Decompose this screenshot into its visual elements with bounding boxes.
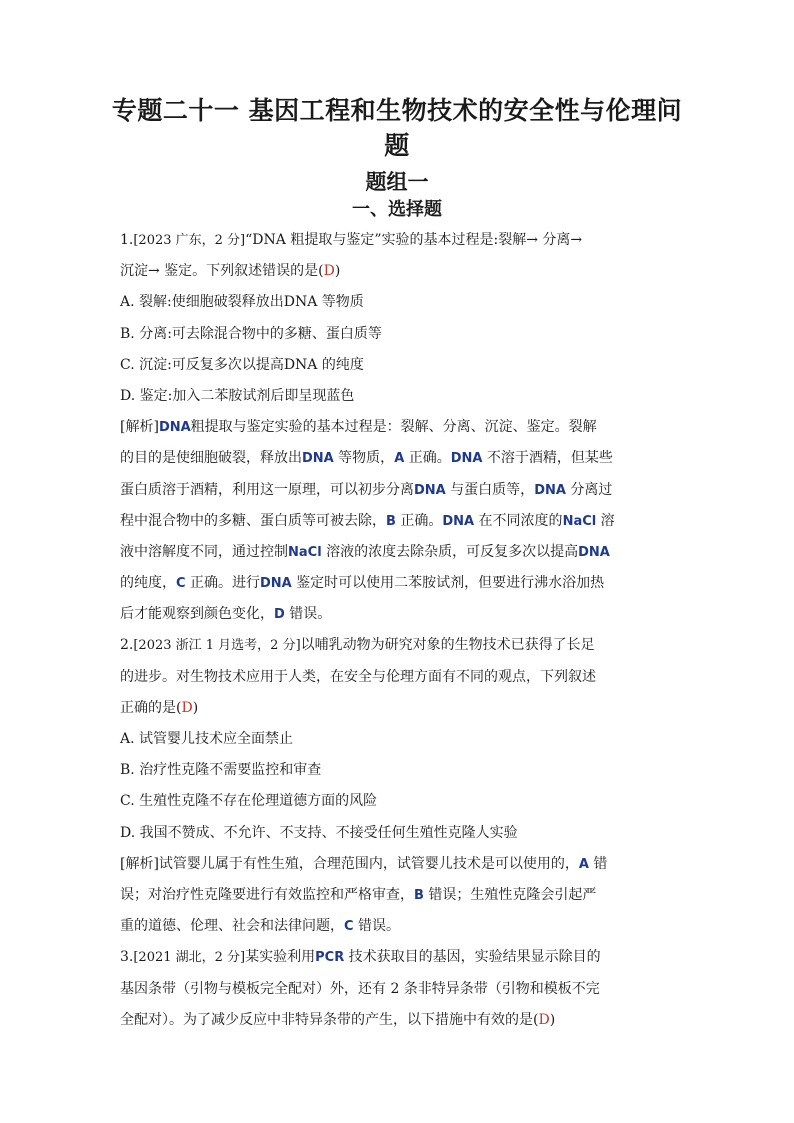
question-3-stem-line-3 bbox=[120, 1005, 676, 1036]
question-3-stem-line-1 bbox=[120, 942, 676, 973]
question-stem: ) bbox=[549, 1011, 556, 1028]
term: DNA bbox=[578, 544, 610, 560]
question-stem: 全配对）。为了减少反应中非特异条带的产生，以下措施中有效的是( bbox=[120, 1011, 539, 1028]
question-2-stem-line-3 bbox=[120, 693, 676, 724]
explanation-text: 程中混合物中的多糖、蛋白质等可被去除， bbox=[120, 512, 386, 529]
explanation-line bbox=[120, 412, 676, 443]
question-2-stem-line-2: 的进步。对生物技术应用于人类，在安全与伦理方面有不同的观点，下列叙述 bbox=[120, 668, 596, 685]
answer-letter: D bbox=[538, 1011, 550, 1028]
option-ref: B bbox=[414, 887, 424, 903]
question-source: [2023 浙江 1 月选考，2 分] bbox=[133, 638, 301, 654]
option-c: C. 沉淀:可反复多次以提高DNA 的纯度 bbox=[120, 356, 364, 373]
option-a: A. 裂解:使细胞破裂释放出DNA 等物质 bbox=[120, 294, 364, 311]
question-number: 1. bbox=[120, 232, 134, 248]
explanation-text: 粗提取与鉴定实验的基本过程是：裂解、分离、沉淀、鉴定。裂解 bbox=[190, 419, 597, 436]
question-stem: 技术获取目的基因，实验结果显示除目的 bbox=[344, 949, 601, 966]
explanation-text: [解析] bbox=[120, 419, 159, 436]
explanation-text: [解析]试管婴儿属于有性生殖，合理范围内，试管婴儿技术是可以使用的， bbox=[120, 855, 579, 872]
question-source: [2021 湖北，2 分] bbox=[133, 950, 246, 966]
explanation-text: 正确。 bbox=[404, 450, 451, 467]
explanation-text: 蛋白质溶于酒精，利用这一原理，可以初步分离 bbox=[120, 481, 414, 498]
answer-letter: D bbox=[181, 699, 193, 716]
explanation-text: 与蛋白质等， bbox=[445, 481, 535, 498]
term: DNA bbox=[414, 482, 446, 498]
term: DNA bbox=[534, 482, 566, 498]
explanation-text: 正确。进行 bbox=[185, 575, 260, 592]
explanation-text: 错误。 bbox=[284, 606, 332, 623]
term: NaCl bbox=[562, 513, 597, 529]
question-2-stem-line-1 bbox=[120, 630, 676, 661]
question-number: 2. bbox=[120, 637, 134, 654]
explanation-text: 分离过 bbox=[565, 481, 613, 498]
term: DNA bbox=[158, 420, 191, 436]
explanation-text: 误；对治疗性克隆要进行有效监控和严格审查， bbox=[120, 886, 414, 903]
question-stem: “DNA 粗提取与鉴定”实验的基本过程是:裂解→ 分离→ bbox=[245, 232, 583, 248]
option-a: A. 试管婴儿技术应全面禁止 bbox=[120, 731, 294, 747]
question-source: [2023 广东，2 分] bbox=[133, 233, 246, 248]
explanation-line bbox=[120, 443, 676, 474]
option-ref: D bbox=[274, 607, 285, 623]
question-stem: ) bbox=[192, 699, 199, 716]
option-ref: C bbox=[176, 576, 186, 592]
question-3-stem-line-2: 基因条带（引物与模板完全配对）外，还有 2 条非特异条带（引物和模板不完 bbox=[120, 980, 600, 997]
explanation-line bbox=[120, 599, 676, 630]
term: DNA bbox=[302, 451, 334, 467]
explanation-text: 错误。 bbox=[353, 918, 400, 935]
option-c: C. 生殖性克隆不存在伦理道德方面的风险 bbox=[120, 793, 378, 810]
explanation-line bbox=[120, 849, 676, 880]
explanation-line bbox=[120, 880, 676, 911]
question-list bbox=[120, 225, 676, 1036]
question-stem: 以哺乳动物为研究对象的生物技术已获得了长足 bbox=[300, 637, 595, 654]
explanation-text: 在不同浓度的 bbox=[474, 512, 563, 529]
explanation-line bbox=[120, 911, 676, 942]
option-ref: A bbox=[578, 856, 589, 872]
question-1-stem-line-2 bbox=[120, 256, 676, 287]
explanation-text: 错 bbox=[588, 855, 608, 872]
option-d: D. 我国不赞成、不允许、不支持、不接受任何生殖性克隆人实验 bbox=[120, 824, 518, 841]
explanation-text: 正确。 bbox=[395, 512, 443, 529]
question-stem: 正确的是( bbox=[120, 699, 182, 716]
question-stem: ) bbox=[334, 263, 341, 280]
explanation-line bbox=[120, 506, 676, 537]
explanation-text: 后才能观察到颜色变化， bbox=[120, 606, 274, 623]
group-heading: 题组一 bbox=[365, 169, 429, 194]
explanation-line bbox=[120, 475, 676, 506]
explanation-text: 错误；生殖性克隆会引起严 bbox=[423, 886, 597, 903]
question-1-stem-line-1 bbox=[120, 225, 676, 256]
option-ref: B bbox=[386, 513, 396, 529]
explanation-line bbox=[120, 537, 676, 568]
explanation-text: 重的道德、伦理、社会和法律问题， bbox=[120, 918, 344, 935]
question-number: 3. bbox=[120, 949, 134, 966]
question-stem: 沉淀→ 鉴定。下列叙述错误的是( bbox=[120, 263, 324, 280]
term: DNA bbox=[450, 451, 483, 467]
page-title: 专题二十一 基因工程和生物技术的安全性与伦理问题 bbox=[111, 96, 683, 160]
term: DNA bbox=[260, 576, 292, 592]
section-heading: 一、选择题 bbox=[352, 199, 442, 220]
explanation-line bbox=[120, 568, 676, 599]
explanation-text: 溶 bbox=[596, 512, 615, 529]
option-b: B. 治疗性克隆不需要监控和审查 bbox=[120, 762, 322, 779]
explanation-text: 的目的是使细胞破裂，释放出 bbox=[120, 450, 302, 467]
explanation-text: 不溶于酒精，但某些 bbox=[482, 450, 613, 467]
explanation-text: 的纯度， bbox=[120, 575, 176, 592]
term: NaCl bbox=[288, 544, 322, 560]
question-stem: 某实验利用 bbox=[245, 949, 316, 966]
explanation-text: 鉴定时可以使用二苯胺试剂，但要进行沸水浴加热 bbox=[291, 575, 605, 592]
option-b: B. 分离:可去除混合物中的多糖、蛋白质等 bbox=[120, 325, 382, 342]
explanation-text: 溶液的浓度去除杂质，可反复多次以提高 bbox=[321, 543, 579, 560]
option-ref: A bbox=[394, 451, 405, 467]
option-ref: C bbox=[344, 919, 354, 935]
term: DNA bbox=[442, 513, 475, 529]
answer-letter: D bbox=[323, 263, 335, 280]
explanation-text: 液中溶解度不同，通过控制 bbox=[120, 543, 288, 560]
option-d: D. 鉴定:加入二苯胺试剂后即呈现蓝色 bbox=[120, 387, 355, 404]
explanation-text: 等物质， bbox=[333, 450, 395, 467]
term: PCR bbox=[315, 950, 345, 966]
